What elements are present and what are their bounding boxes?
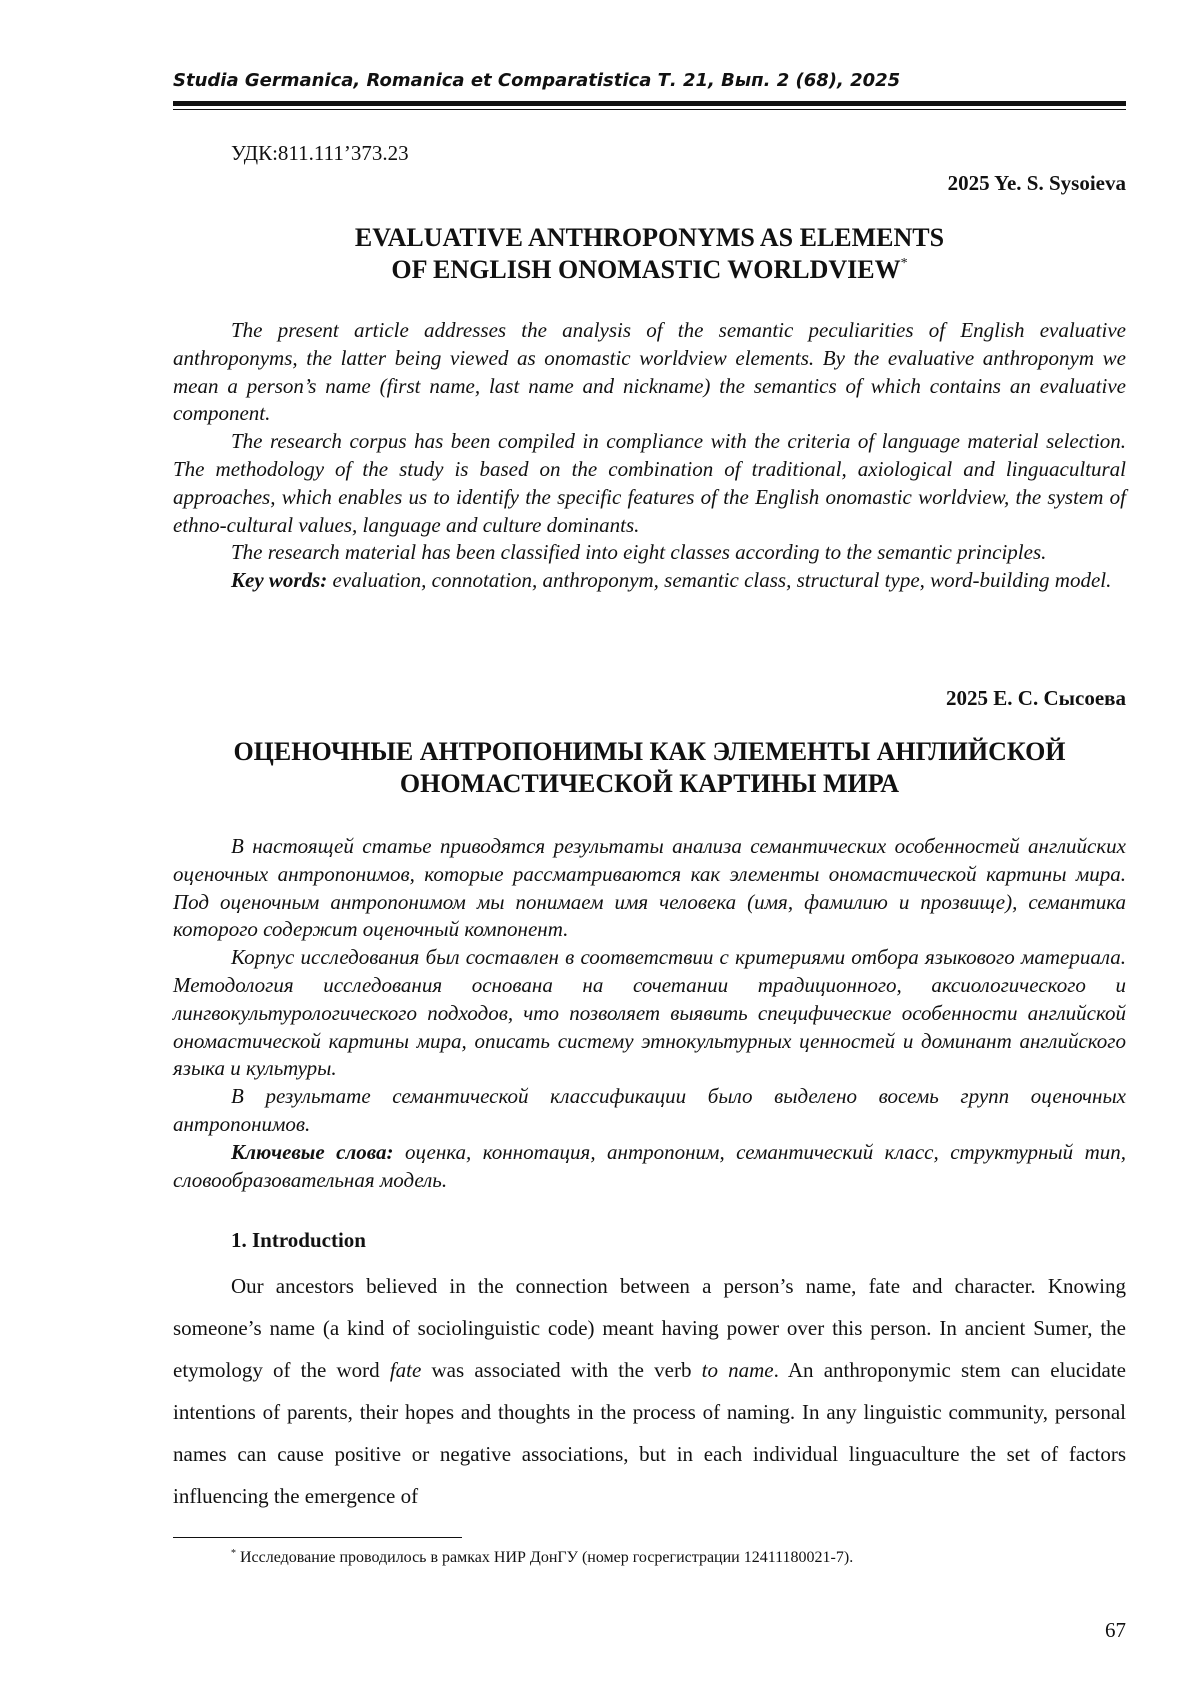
title-english-line2-text: OF ENGLISH ONOMASTIC WORLDVIEW	[391, 255, 901, 284]
article-title-russian	[173, 736, 1126, 800]
keywords-english-list: evaluation, connotation, anthroponym, semantic class, structural type, word-building model.	[332, 568, 1112, 593]
title-russian-line1: ОЦЕНОЧНЫЕ АНТРОПОНИМЫ КАК ЭЛЕМЕНТЫ АНГЛИЙСКОЙ	[233, 737, 1066, 766]
intro-term-fate: fate	[389, 1358, 422, 1382]
keywords-english	[173, 567, 1126, 595]
title-russian-line2: ОНОМАСТИЧЕСКОЙ КАРТИНЫ МИРА	[399, 769, 900, 798]
keywords-russian-label: Ключевые слова:	[231, 1139, 394, 1164]
abstract-russian-p2: Корпус исследования был составлен в соответствии с критериями отбора языкового материала. Методология исследования основана на сочетании традиционного, аксиологического и лингвокультурологического подходов, что позволяет выявить специфические особенности английской ономастической картины мира, описать систему этнокультурных ценностей и доминант английского языка и культуры.	[173, 945, 1126, 1081]
abstract-english-p3: The research material has been classified into eight classes according to the semantic principles.	[231, 540, 1047, 565]
abstract-russian-p3: В результате семантической классификации было выделено восемь групп оценочных антропонимов.	[173, 1084, 1126, 1136]
keywords-russian-list: оценка, коннотация, антропоним, семантический класс, структурный тип, словообразовательная модель.	[173, 1139, 1126, 1192]
title-footnote-mark: *	[900, 256, 908, 271]
author-english: 2025 Ye. S. Sysoieva	[947, 171, 1126, 195]
header-rule-thick	[173, 101, 1126, 106]
abstract-english-p2: The research corpus has been compiled in compliance with the criteria of language material selection. The methodology of the study is based on the combination of traditional, axiological and linguacultural approaches, which enables us to identify the specific features of the English onomastic worldview, the system of ethno-cultural values, language and culture dominants.	[173, 429, 1126, 537]
abstract-english-p1: The present article addresses the analysis of the semantic peculiarities of English evaluative anthroponyms, the latter being viewed as onomastic worldview elements. By the evaluative anthroponym we mean a person’s name (first name, last name and nickname) the semantics of which contains an evaluative component.	[173, 318, 1126, 426]
page-number: 67	[1105, 1618, 1126, 1642]
section-heading-introduction: 1. Introduction	[231, 1228, 366, 1252]
footnote	[231, 1549, 853, 1567]
keywords-russian	[173, 1139, 1126, 1195]
abstract-russian	[173, 833, 1126, 1194]
footnote-mark: *	[231, 1548, 236, 1559]
udk-code: УДК:811.111’373.23	[231, 141, 409, 165]
intro-term-to-name: to name	[701, 1358, 774, 1382]
author-russian: 2025 Е. С. Сысоева	[946, 686, 1126, 710]
abstract-russian-p1: В настоящей статье приводятся результаты анализа семантических особенностей английских оценочных антропонимов, которые рассматриваются как элементы ономастической картины мира. Под оценочным антропонимом мы понимаем имя человека (имя, фамилию и прозвище), семантика которого содержит оценочный компонент.	[173, 834, 1126, 942]
running-head: Studia Germanica, Romanica et Comparatistica Т. 21, Вып. 2 (68), 2025	[173, 70, 901, 91]
introduction-body	[173, 1265, 1126, 1517]
intro-text-part1: Our ancestors believed in the connection between a person’s name, fate and character. Knowing someone’s name (a kind of sociolinguistic code) meant having power over this person. In ancient Sumer, the etymology of the word	[173, 1274, 1126, 1382]
footnote-separator	[173, 1537, 462, 1538]
footnote-text: Исследование проводилось в рамках НИР ДонГУ (номер госрегистрации 12411180021-7).	[236, 1549, 854, 1566]
intro-text-part3: . An anthroponymic stem can elucidate intentions of parents, their hopes and thoughts in the process of naming. In any linguistic community, personal names can cause positive or negative associations, but in each individual linguaculture the set of factors influencing the emergence of	[173, 1358, 1126, 1508]
article-title-english	[173, 222, 1126, 286]
introduction-paragraph	[173, 1265, 1126, 1517]
header-rule-thin	[173, 109, 1126, 110]
abstract-english	[173, 317, 1126, 595]
title-english-line1: EVALUATIVE ANTHROPONYMS AS ELEMENTS	[354, 223, 945, 252]
title-english-line2	[173, 254, 1126, 286]
intro-text-part2: was associated with the verb	[421, 1358, 702, 1382]
keywords-english-label: Key words:	[231, 568, 328, 593]
